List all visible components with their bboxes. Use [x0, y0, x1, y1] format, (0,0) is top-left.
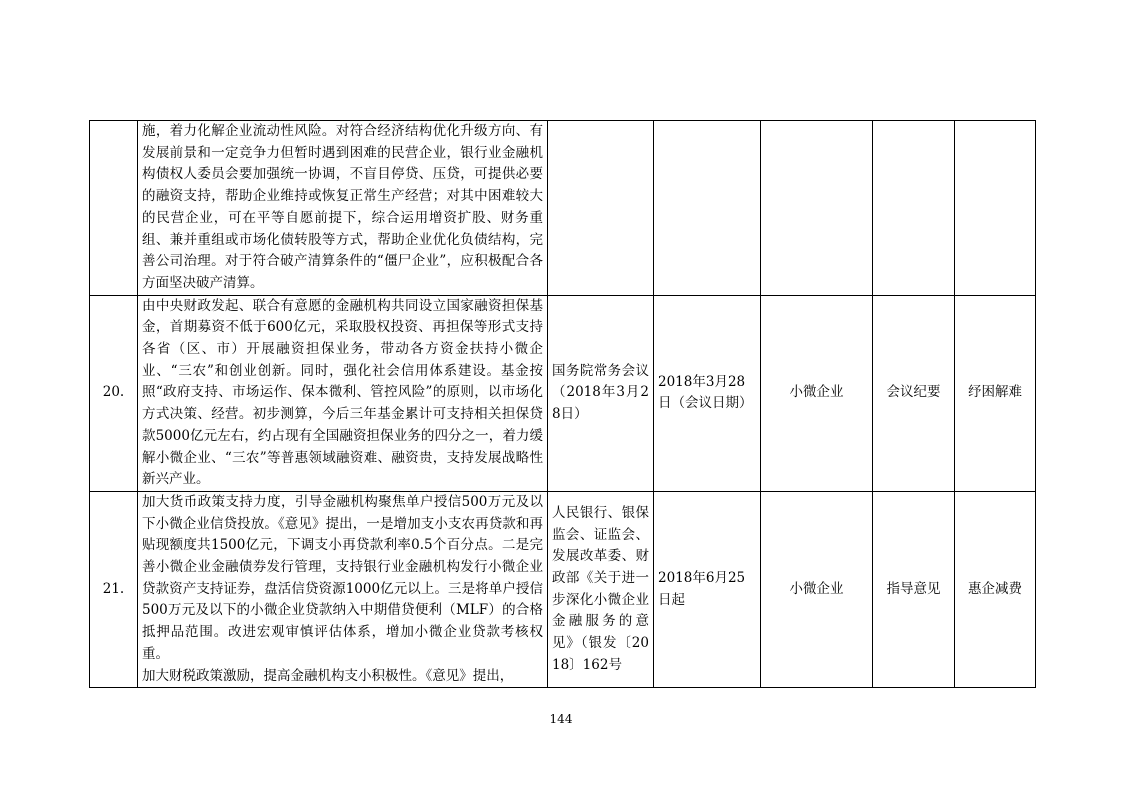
table-row — [90, 491, 1036, 687]
row-number: 21. — [90, 491, 138, 687]
table-row — [90, 121, 1036, 296]
policy-content: 施，着力化解企业流动性风险。对符合经济结构优化升级方向、有发展前景和一定竞争力但暂时遇到困难的民营企业，银行业金融机构债权人委员会要加强统一协调，不盲目停贷、压贷，可提供必要的融资支持，帮助企业维持或恢复正常生产经营；对其中困难较大的民营企业，可在平等自愿前提下，综合运用增资扩股、财务重组、兼并重组或市场化债转股等方式，帮助企业优化负债结构，完善公司治理。对于符合破产清算条件的“僵尸企业”，应积极配合各方面坚决破产清算。 — [138, 121, 548, 296]
target-audience: 小微企业 — [761, 295, 873, 491]
policy-content — [138, 491, 548, 687]
page-number: 144 — [549, 712, 573, 726]
policy-content: 由中央财政发起、联合有意愿的金融机构共同设立国家融资担保基金，首期募资不低于600亿元，采取股权投资、再担保等形式支持各省（区、市）开展融资担保业务，带动各方资金扶持小微企业、“三农”和创业创新。同时，强化社会信用体系建设。基金按照“政府支持、市场运作、保本微利、管控风险”的原则，以市场化方式决策、经营。初步测算，今后三年基金累计可支持相关担保贷款5000亿元左右，约占现有全国融资担保业务的四分之一，着力缓解小微企业、“三农”等普惠领域融资难、融资贵，支持发展战略性新兴产业。 — [138, 295, 548, 491]
document-type: 会议纪要 — [873, 295, 955, 491]
effective-date — [654, 121, 761, 296]
policy-category — [955, 121, 1036, 296]
target-audience: 小微企业 — [761, 491, 873, 687]
document-type — [873, 121, 955, 296]
policy-source — [548, 121, 654, 296]
effective-date: 2018年6月25日起 — [654, 491, 761, 687]
table-row — [90, 295, 1036, 491]
policy-content-main: 加大货币政策支持力度，引导金融机构聚焦单户授信500万元及以下小微企业信贷投放。《意见》提出，一是增加支小支农再贷款和再贴现额度共1500亿元，下调支小再贷款利率0.5个百分点。二是完善小微企业金融债券发行管理，支持银行业金融机构发行小微企业贷款资产支持证券，盘活信贷资源1000亿元以上。三是将单户授信500万元及以下的小微企业贷款纳入中期借贷便利（MLF）的合格抵押品范围。改进宏观审慎评估体系，增加小微企业贷款考核权重。 — [142, 493, 543, 662]
document-type: 指导意见 — [873, 491, 955, 687]
policy-category: 纾困解难 — [955, 295, 1036, 491]
policy-category: 惠企减费 — [955, 491, 1036, 687]
row-number: 20. — [90, 295, 138, 491]
target-audience — [761, 121, 873, 296]
row-number — [90, 121, 138, 296]
policy-source: 人民银行、银保监会、证监会、发展改革委、财政部《关于进一步深化小微企业金融服务的意见》（银发〔2018〕162号 — [548, 491, 654, 687]
policy-table — [89, 120, 1036, 688]
effective-date: 2018年3月28日（会议日期） — [654, 295, 761, 491]
policy-content-continued: 加大财税政策激励，提高金融机构支小积极性。《意见》提出， — [142, 667, 514, 684]
policy-source: 国务院常务会议（2018年3月28日） — [548, 295, 654, 491]
